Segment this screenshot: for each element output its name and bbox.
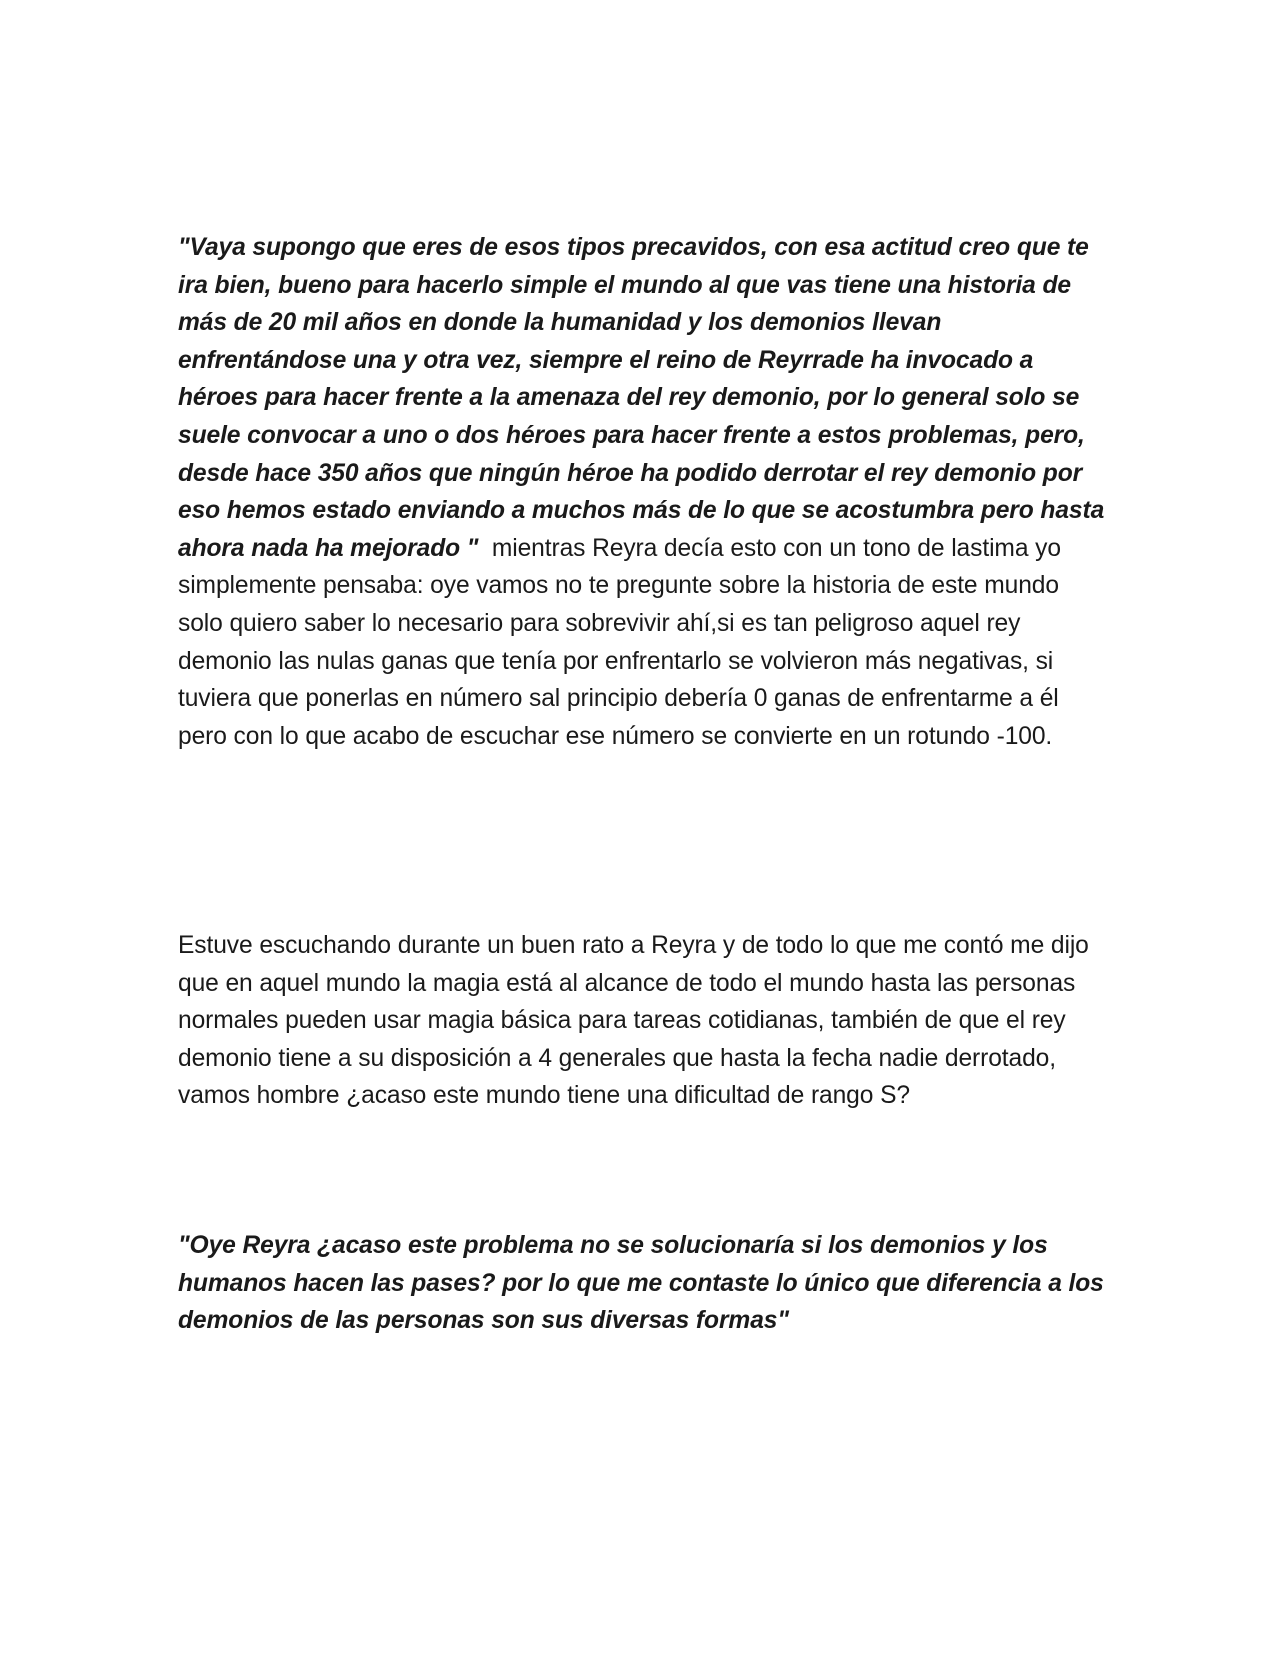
narration-text: mientras Reyra decía esto con un tono de lastima yo simplemente pensaba: oye vamos no te pregunte sobre la historia de este mundo solo quiero saber lo necesario para sobrevivir ahí,si es tan peligroso aquel rey demonio las nulas ganas que tenía por enfrentarlo se volvieron más negativas, si tuviera que ponerlas en número sal principio debería 0 ganas de enfrentarme a él pero con lo que acabo de escuchar ese número se convierte en un rotundo -100. — [178, 534, 1061, 750]
paragraph-narration: Estuve escuchando durante un buen rato a Reyra y de todo lo que me contó me dijo que en aquel mundo la magia está al alcance de todo el mundo hasta las personas normales pueden usar magia básica para tareas cotidianas, también de que el rey demonio tiene a su disposición a 4 generales que hasta la fecha nadie derrotado, vamos hombre ¿acaso este mundo tiene una dificultad de rango S? — [178, 932, 1089, 1110]
dialogue-text: "Vaya supongo que eres de esos tipos precavidos, con esa actitud creo que te ira bien, bueno para hacerlo simple el mundo al que vas tiene una historia de más de 20 mil años en donde la humanidad y los demonios llevan enfrentándose una y otra vez, siempre el reino de Reyrrade ha invocado a héroes para hacer frente a la amenaza del rey demonio, por lo general solo se suele convocar a uno o dos héroes para hacer frente a estos problemas, pero, desde hace 350 años que ningún héroe ha podido derrotar el rey demonio por eso hemos estado enviando a muchos más de lo que se acostumbra pero hasta ahora nada ha mejorado " — [178, 234, 1105, 562]
paragraph-dialogue: "Oye Reyra ¿acaso este problema no se solucionaría si los demonios y los humanos hacen las pases? por lo que me contaste lo único que diferencia a los demonios de las personas son sus diversas formas" — [178, 1232, 1104, 1335]
paragraph-dialogue-and-narration — [178, 229, 1108, 755]
